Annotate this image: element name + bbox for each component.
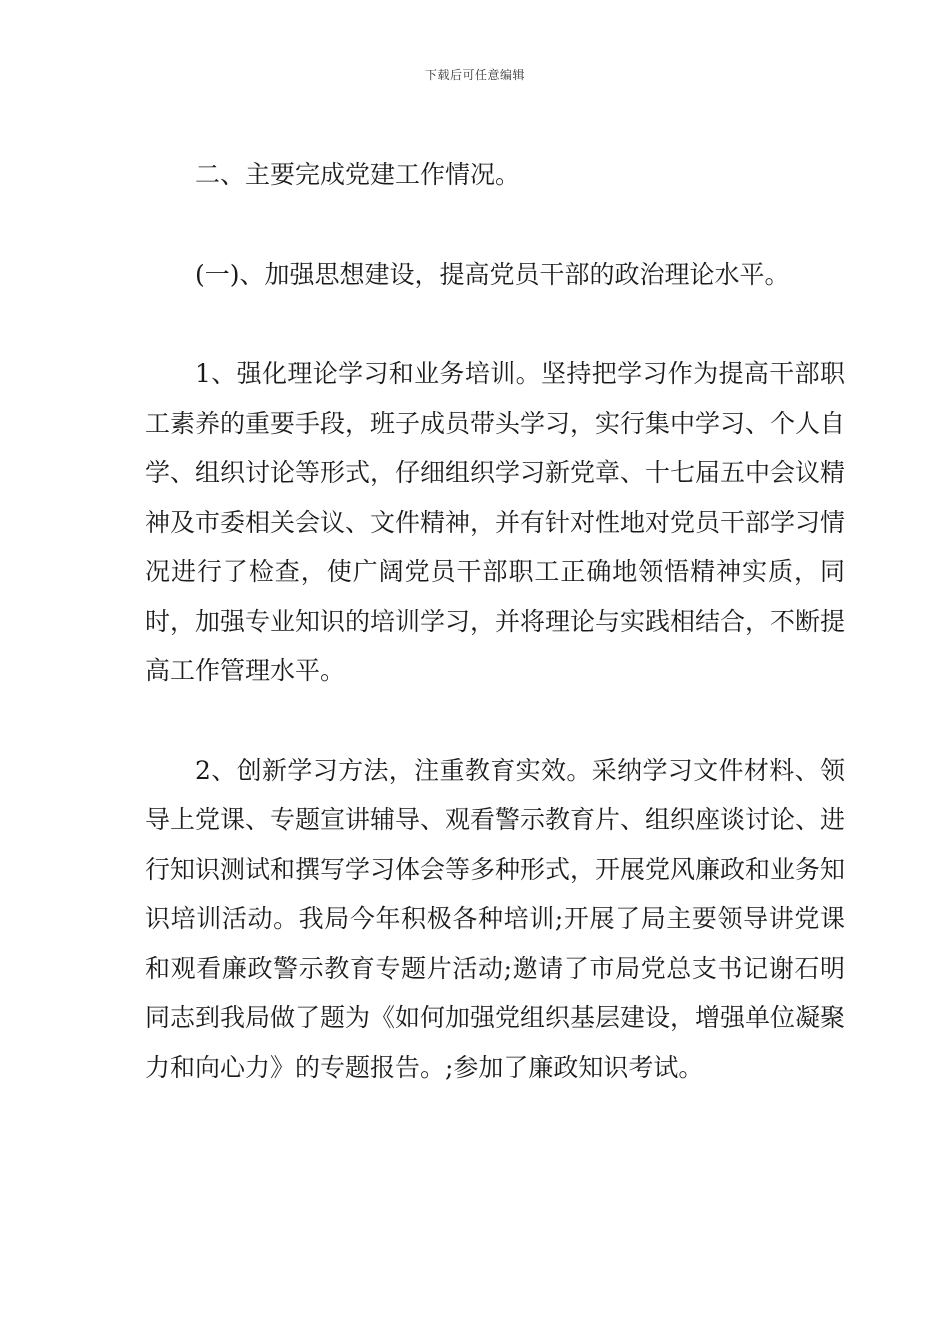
paragraph-spacer — [145, 696, 845, 746]
paragraph-2: 2、创新学习方法，注重教育实效。采纳学习文件材料、领导上党课、专题宣讲辅导、观看警示教育片、组织座谈讨论、进行知识测试和撰写学习体会等多种形式，开展党风廉政和业务知识培训活动。我局今年积极各种培训;开展了局主要领导讲党课和观看廉政警示教育专题片活动;邀请了市局党总支书记谢石明同志到我局做了题为《如何加强党组织基层建设，增强单位凝聚力和向心力》的专题报告。;参加了廉政知识考试。 — [145, 755, 846, 1082]
header-note: 下载后可任意编辑 — [424, 68, 525, 82]
paragraph-1: 1、强化理论学习和业务培训。坚持把学习作为提高干部职工素养的重要手段，班子成员带头学习，实行集中学习、个人自学、组织讨论等形式，仔细组织学习新党章、十七届五中会议精神及市委相关会议、文件精神，并有针对性地对党员干部学习情况进行了检查，使广阔党员干部职工正确地领悟精神实质，同时，加强专业知识的培训学习，并将理论与实践相结合，不断提高工作管理水平。 — [145, 359, 846, 685]
subsection-heading: (一)、加强思想建设，提高党员干部的政治理论水平。 — [195, 259, 790, 289]
paragraph-spacer — [145, 200, 845, 250]
document-body — [145, 150, 845, 1092]
section-heading: 二、主要完成党建工作情况。 — [195, 160, 521, 189]
paragraph-spacer — [145, 299, 845, 349]
